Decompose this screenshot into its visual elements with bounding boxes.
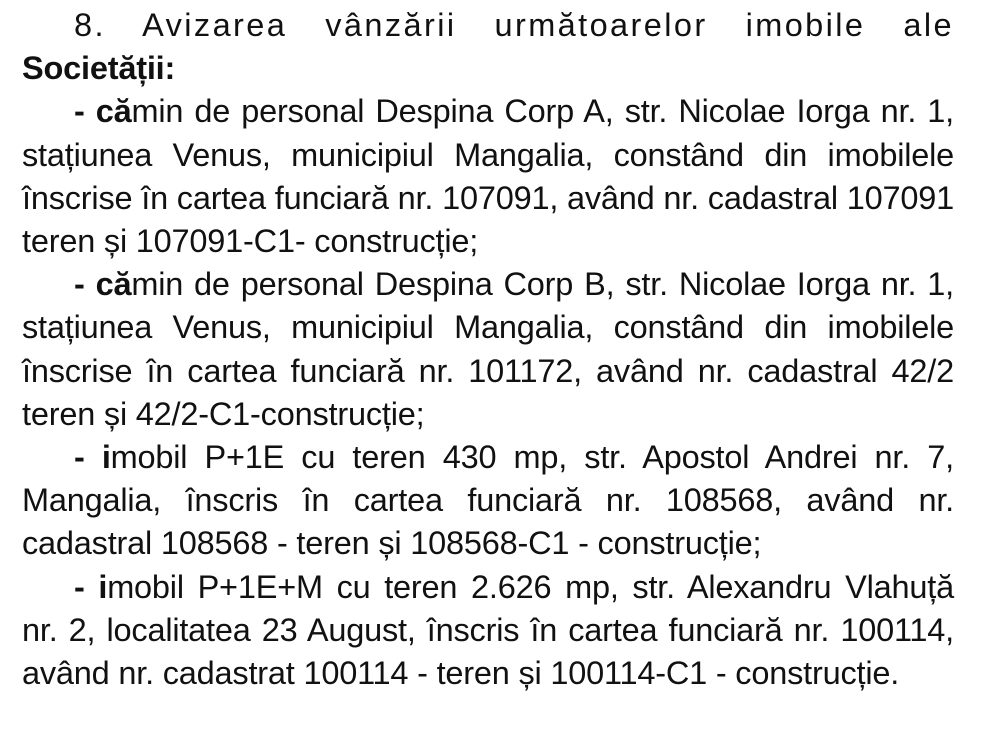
property-item-3-lead: - i (74, 439, 111, 476)
top-crop-edge (22, 0, 954, 6)
property-item-4 (22, 566, 954, 696)
property-item-3 (22, 436, 954, 566)
property-item-1-lead: - că (74, 93, 132, 130)
document-page (22, 0, 954, 695)
property-item-4-lead: - i (74, 568, 108, 605)
property-item-2 (22, 263, 954, 436)
property-item-4-text: mobil P+1E+M cu teren 2.626 mp, str. Alexandru Vlahuță nr. 2, localitatea 23 August, înscris în cartea funciară nr. 100114, având nr. cadastrat 100114 - teren și 100114-C1 - construcție. (22, 568, 954, 692)
property-item-1 (22, 90, 954, 263)
property-item-3-text: mobil P+1E cu teren 430 mp, str. Apostol Andrei nr. 7, Mangalia, înscris în cartea funciară nr. 108568, având nr. cadastral 108568 - teren și 108568-C1 - construcție; (22, 439, 954, 562)
property-item-2-text: min de personal Despina Corp B, str. Nicolae Iorga nr. 1, stațiunea Venus, municipiul Mangalia, constând din imobilele înscrise în cartea funciară nr. 101172, având nr. cadastral 42/2 teren și 42/2-C1-construcție; (22, 266, 955, 432)
property-item-2-lead: - că (74, 266, 132, 303)
section-heading-line1: 8. Avizarea vânzării următoarelor imobile ale (74, 7, 954, 43)
section-heading (22, 4, 954, 90)
property-item-1-text: min de personal Despina Corp A, str. Nicolae Iorga nr. 1, stațiunea Venus, municipiul Mangalia, constând din imobilele înscrise în cartea funciară nr. 107091, având nr. cadastral 107091 teren și 107091-C1- construcție; (22, 93, 954, 260)
section-heading-line2: Societății: (22, 50, 176, 87)
